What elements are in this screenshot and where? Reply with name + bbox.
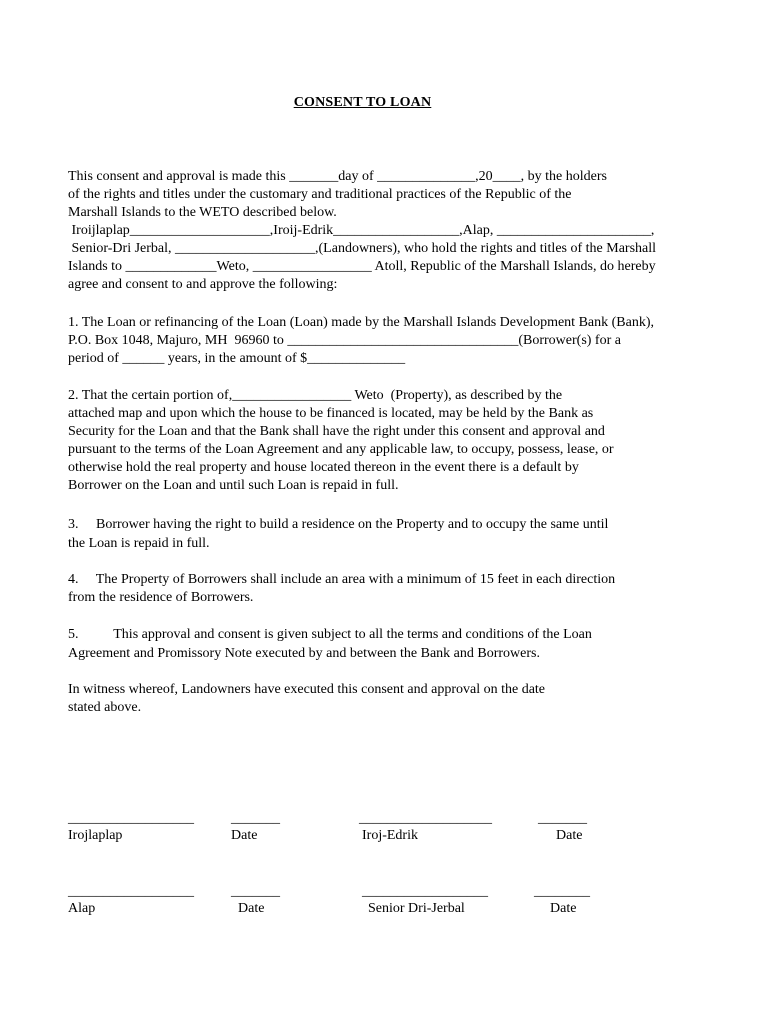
- intro-line: Iroijlaplap____________________,Iroij-Edrik__________________,Alap, ______________________,: [68, 223, 655, 238]
- clause-3-line: 3. Borrower having the right to build a residence on the Property and to occupy the same until: [68, 517, 609, 532]
- signature-label-date: Date: [556, 828, 583, 843]
- signature-label-date: Date: [238, 901, 265, 916]
- document-title: CONSENT TO LOAN: [293, 95, 432, 110]
- intro-line: Senior-Dri Jerbal, ____________________,(Landowners), who hold the rights and titles of the Marshall: [68, 241, 657, 256]
- signature-line-date: _______: [231, 811, 280, 826]
- signature-line-senior-dri-jerbal: __________________: [362, 884, 488, 899]
- witness-line: In witness whereof, Landowners have executed this consent and approval on the date: [68, 682, 546, 697]
- clause-5-line: Agreement and Promissory Note executed by and between the Bank and Borrowers.: [68, 646, 540, 661]
- clause-2-line: 2. That the certain portion of,_________________ Weto (Property), as described by the: [68, 388, 563, 403]
- signature-label-senior-dri-jerbal: Senior Dri-Jerbal: [368, 901, 465, 916]
- signature-label-date: Date: [231, 828, 258, 843]
- signature-label-alap: Alap: [68, 901, 96, 916]
- witness-line: stated above.: [68, 700, 142, 715]
- clause-2-line: Borrower on the Loan and until such Loan is repaid in full.: [68, 478, 399, 493]
- clause-4-line: 4. The Property of Borrowers shall include an area with a minimum of 15 feet in each direction: [68, 572, 616, 587]
- intro-line: This consent and approval is made this _______day of ______________,20____, by the holders: [68, 169, 607, 184]
- signature-label-iroj-edrik: Iroj-Edrik: [362, 828, 418, 843]
- clause-4-line: from the residence of Borrowers.: [68, 590, 254, 605]
- signature-line-date: _______: [538, 811, 587, 826]
- clause-5-line: 5. This approval and consent is given subject to all the terms and conditions of the Loan: [68, 627, 592, 642]
- signature-line-date: _______: [231, 884, 280, 899]
- clause-2-line: attached map and upon which the house to be financed is located, may be held by the Bank as: [68, 406, 594, 421]
- signature-label-irojlaplap: Irojlaplap: [68, 828, 123, 843]
- signature-label-date: Date: [550, 901, 577, 916]
- signature-line-iroj-edrik: ___________________: [359, 811, 492, 826]
- clause-1-line: 1. The Loan or refinancing of the Loan (Loan) made by the Marshall Islands Development Bank (Bank),: [68, 315, 655, 330]
- intro-line: of the rights and titles under the customary and traditional practices of the Republic of the: [68, 187, 572, 202]
- signature-line-irojlaplap: __________________: [68, 811, 194, 826]
- clause-3-line: the Loan is repaid in full.: [68, 536, 210, 551]
- intro-line: agree and consent to and approve the following:: [68, 277, 338, 292]
- signature-line-date: ________: [534, 884, 590, 899]
- intro-line: Marshall Islands to the WETO described below.: [68, 205, 337, 220]
- clause-2-line: otherwise hold the real property and house located thereon in the event there is a default by: [68, 460, 579, 475]
- clause-1-line: period of ______ years, in the amount of $______________: [68, 351, 406, 366]
- clause-2-line: pursuant to the terms of the Loan Agreement and any applicable law, to occupy, possess, lease, or: [68, 442, 614, 457]
- signature-line-alap: __________________: [68, 884, 194, 899]
- intro-line: Islands to _____________Weto, _________________ Atoll, Republic of the Marshall Islands, do hereby: [68, 259, 656, 274]
- clause-1-line: P.O. Box 1048, Majuro, MH 96960 to _________________________________(Borrower(s) for a: [68, 333, 621, 348]
- clause-2-line: Security for the Loan and that the Bank shall have the right under this consent and approval and: [68, 424, 605, 439]
